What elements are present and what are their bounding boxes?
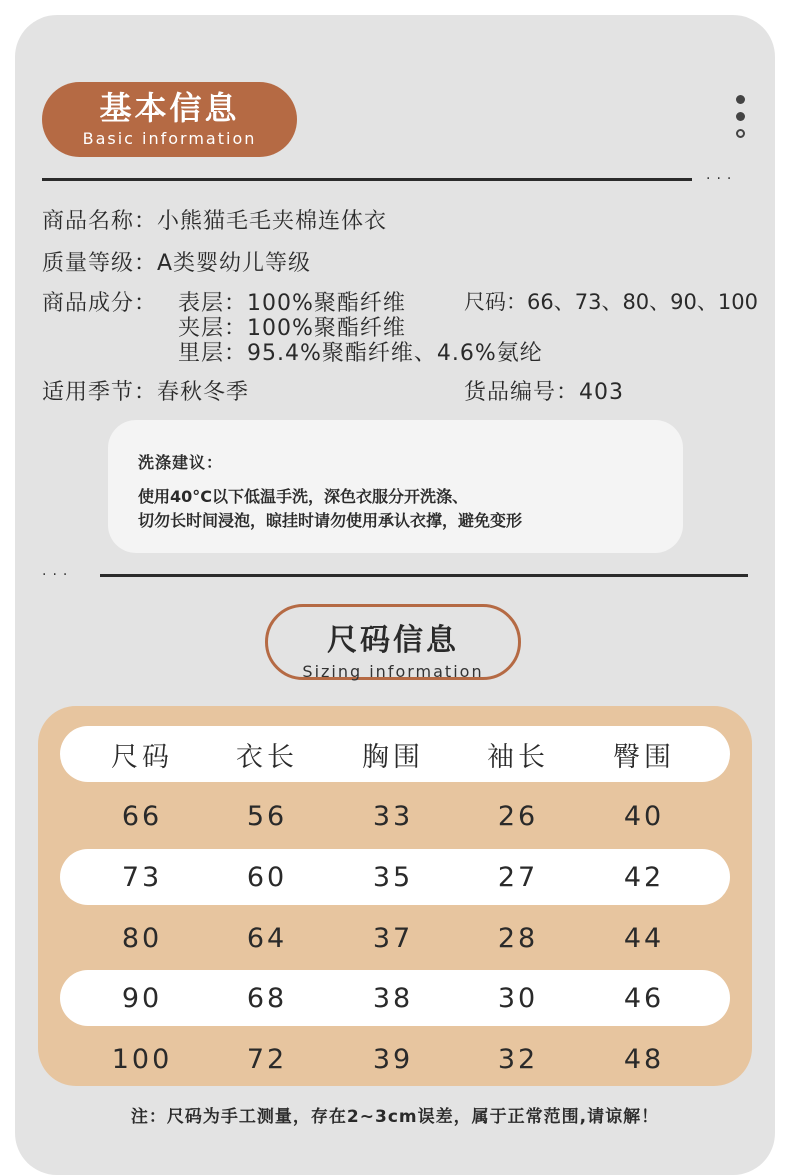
cell-sleeve: 32 xyxy=(497,1043,539,1075)
cell-size: 73 xyxy=(121,861,163,893)
cell-sleeve: 28 xyxy=(497,922,539,954)
table-row xyxy=(60,788,730,844)
composition-middle: 夹层：100%聚酯纤维 xyxy=(178,316,406,341)
cell-length: 64 xyxy=(246,922,288,954)
composition-label: 商品成分： xyxy=(42,291,158,316)
more-dots-icon xyxy=(736,95,748,146)
cell-hip: 44 xyxy=(623,922,665,954)
divider-middle xyxy=(100,574,748,577)
sizing-title: 尺码信息 xyxy=(327,623,459,658)
basic-info-badge xyxy=(42,82,297,157)
cell-hip: 46 xyxy=(623,982,665,1014)
cell-size: 80 xyxy=(121,922,163,954)
washing-advice-box xyxy=(108,420,683,553)
table-row xyxy=(60,970,730,1026)
cell-chest: 39 xyxy=(372,1043,414,1075)
cell-sleeve: 26 xyxy=(497,800,539,832)
cell-hip: 40 xyxy=(623,800,665,832)
sizing-subtitle: Sizing information xyxy=(302,662,484,681)
header-size: 尺码 xyxy=(111,741,173,773)
cell-chest: 33 xyxy=(372,800,414,832)
item-number: 货品编号：403 xyxy=(464,380,624,405)
basic-info-title: 基本信息 xyxy=(99,89,240,127)
cell-size: 90 xyxy=(121,982,163,1014)
washing-line-2: 切勿长时间浸泡，晾挂时请勿使用承认衣撑，避免变形 xyxy=(138,511,523,530)
size-table xyxy=(38,706,752,1086)
cell-sleeve: 27 xyxy=(497,861,539,893)
season: 适用季节：春秋冬季 xyxy=(42,380,250,405)
cell-chest: 38 xyxy=(372,982,414,1014)
washing-line-1: 使用40°C以下低温手洗，深色衣服分开洗涤、 xyxy=(138,487,469,506)
cell-hip: 42 xyxy=(623,861,665,893)
header-chest: 胸围 xyxy=(362,741,424,773)
composition-lining: 里层：95.4%聚酯纤维、4.6%氨纶 xyxy=(178,341,543,366)
header-sleeve: 袖长 xyxy=(487,741,549,773)
table-row xyxy=(60,1031,730,1087)
quality-grade: 质量等级：A类婴幼儿等级 xyxy=(42,251,312,276)
cell-length: 60 xyxy=(246,861,288,893)
divider-dots-icon: ··· xyxy=(706,171,738,187)
table-header-row xyxy=(60,726,730,782)
table-row xyxy=(60,910,730,966)
cell-hip: 48 xyxy=(623,1043,665,1075)
cell-length: 72 xyxy=(246,1043,288,1075)
cell-sleeve: 30 xyxy=(497,982,539,1014)
divider-top xyxy=(42,178,692,181)
product-name: 商品名称：小熊猫毛毛夹棉连体衣 xyxy=(42,209,388,234)
cell-size: 100 xyxy=(111,1043,173,1075)
measurement-note: 注：尺码为手工测量，存在2~3cm误差，属于正常范围,请谅解！ xyxy=(130,1107,660,1127)
header-hip: 臀围 xyxy=(613,741,675,773)
washing-title: 洗涤建议： xyxy=(138,453,224,472)
cell-length: 56 xyxy=(246,800,288,832)
composition-outer: 表层：100%聚酯纤维 xyxy=(178,291,406,316)
cell-size: 66 xyxy=(121,800,163,832)
cell-chest: 35 xyxy=(372,861,414,893)
header-length: 衣长 xyxy=(236,741,298,773)
size-list: 尺码：66、73、80、90、100 xyxy=(464,290,758,314)
cell-length: 68 xyxy=(246,982,288,1014)
basic-info-subtitle: Basic information xyxy=(82,129,257,148)
sizing-info-badge xyxy=(265,604,521,680)
divider-dots-left-icon: ··· xyxy=(42,567,74,583)
cell-chest: 37 xyxy=(372,922,414,954)
table-row xyxy=(60,849,730,905)
